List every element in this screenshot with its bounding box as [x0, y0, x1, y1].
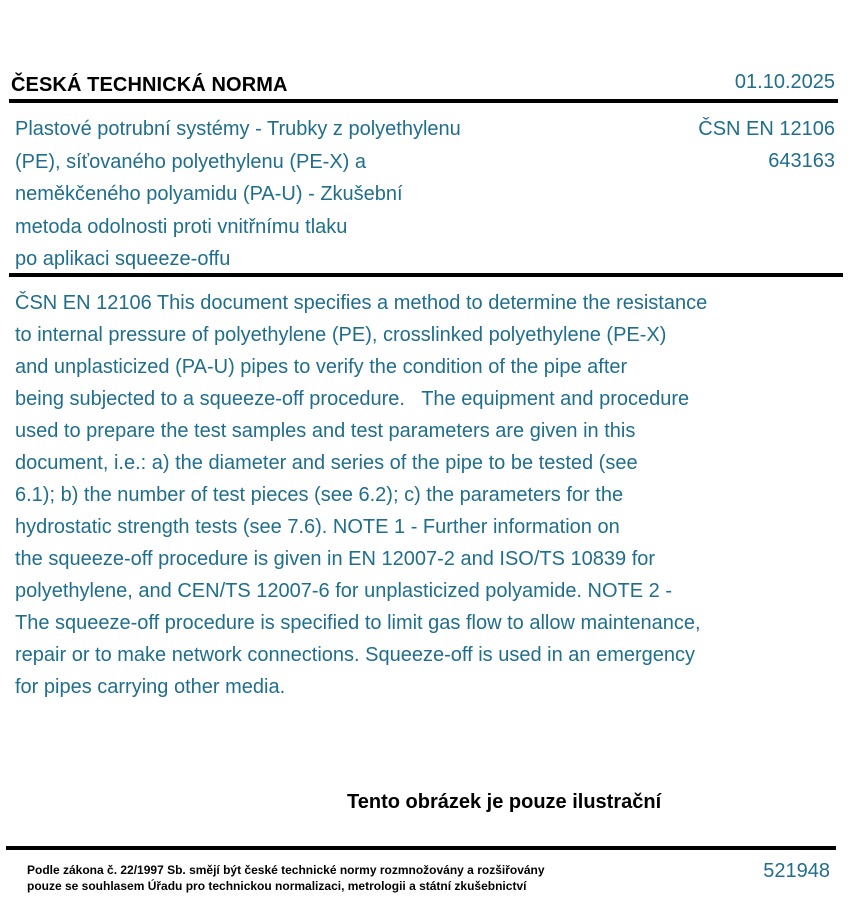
abstract-line: used to prepare the test samples and test parameters are given in this: [15, 420, 636, 442]
abstract-line: 6.1); b) the number of test pieces (see 6.2); c) the parameters for the: [15, 484, 624, 506]
abstract-line: The squeeze-off procedure is specified to limit gas flow to allow maintenance,: [15, 612, 701, 634]
abstract-text: [15, 287, 815, 703]
legal-notice: [27, 862, 545, 894]
abstract-line: for pipes carrying other media.: [15, 676, 286, 698]
classification-code: 643163: [768, 150, 835, 172]
document-number: 521948: [763, 860, 830, 882]
standard-title-line: neměkčeného polyamidu (PA-U) - Zkušební: [15, 183, 403, 205]
abstract-line: polyethylene, and CEN/TS 12007-6 for unplasticized polyamide. NOTE 2 -: [15, 580, 673, 602]
abstract-line: ČSN EN 12106 This document specifies a method to determine the resistance: [15, 292, 708, 314]
abstract-line: the squeeze-off procedure is given in EN 12007-2 and ISO/TS 10839 for: [15, 548, 656, 570]
abstract-line: repair or to make network connections. Squeeze-off is used in an emergency: [15, 644, 695, 666]
abstract-line: hydrostatic strength tests (see 7.6). NOTE 1 - Further information on: [15, 516, 620, 538]
abstract-line: and unplasticized (PA-U) pipes to verify the condition of the pipe after: [15, 356, 628, 378]
standard-title-line: metoda odolnosti proti vnitřnímu tlaku: [15, 215, 348, 238]
legal-notice-line: Podle zákona č. 22/1997 Sb. smějí být české technické normy rozmnožovány a rozšiřovány: [27, 863, 545, 877]
legal-notice-line: pouze se souhlasem Úřadu pro technickou normalizaci, metrologii a státní zkušebnictví: [27, 879, 527, 893]
standard-title: [15, 113, 575, 276]
header-divider: [9, 99, 838, 103]
abstract-line: being subjected to a squeeze-off procedure. The equipment and procedure: [15, 388, 690, 410]
document-header-title: ČESKÁ TECHNICKÁ NORMA: [11, 74, 288, 96]
footer-divider: [6, 846, 836, 850]
publication-date: 01.10.2025: [734, 71, 835, 93]
standard-title-line: Plastové potrubní systémy - Trubky z polyethylenu: [15, 118, 461, 140]
standard-designation: ČSN EN 12106: [698, 118, 835, 140]
abstract-line: document, i.e.: a) the diameter and series of the pipe to be tested (see: [15, 452, 638, 474]
standard-codes: [698, 113, 835, 177]
standard-title-line: (PE), síťovaného polyethylenu (PE-X) a: [15, 150, 367, 173]
title-divider: [9, 273, 843, 277]
illustration-disclaimer: Tento obrázek je pouze ilustrační: [347, 791, 662, 813]
standard-title-line: po aplikaci squeeze-offu: [15, 248, 231, 270]
abstract-line: to internal pressure of polyethylene (PE), crosslinked polyethylene (PE-X): [15, 324, 667, 346]
